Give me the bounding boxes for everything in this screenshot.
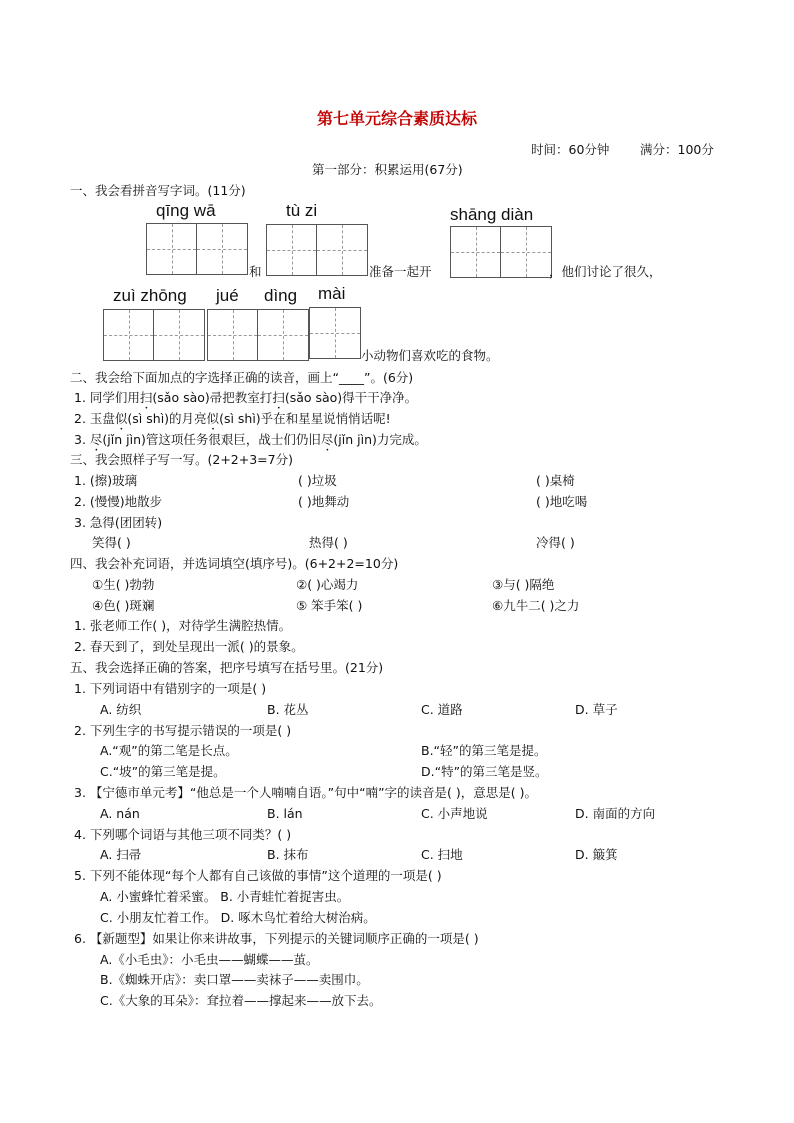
part-one-heading: 第一部分：积累运用(67分) [312,162,463,177]
mc-q1-option-c[interactable]: C. 道路 [421,702,463,717]
page-title: 第七单元综合素质达标 [316,109,477,128]
mc-question-3: 3. 【宁德市单元考】“他总是一个人喃喃自语。”句中“喃”字的读音是( )，意思是( )。 [74,785,538,800]
idiom-3[interactable]: ③与( )隔绝 [492,577,555,592]
s4-fill-2[interactable]: 2. 春天到了，到处呈现出一派( )的景象。 [74,639,304,654]
idiom-1[interactable]: ①生( )勃勃 [92,577,155,592]
s3-row4-blank-b[interactable]: 热得( ) [309,535,348,550]
section-3-heading: 三、我会照样子写一写。(2+2+3=7分) [70,452,293,467]
s3-row4-blank-c[interactable]: 冷得( ) [536,535,575,550]
dotted-char: 似 [206,411,220,426]
mc-q6-option-c[interactable]: C.《大象的耳朵》：耷拉着——撑起来——放下去。 [100,993,382,1008]
dotted-char: 尽 [320,432,334,447]
mc-q1-option-a[interactable]: A. 纺织 [100,702,142,717]
pinyin-ding: dìng [264,286,298,305]
dotted-char: 似 [114,411,128,426]
write-grid-jueding[interactable] [207,309,309,361]
s2-line-2: 2. 玉盘似(sì shì)的月亮似(sì shì)乎在和星星说悄悄话呢! [74,411,391,426]
mc-q6-option-b[interactable]: B.《蜘蛛开店》：卖口罩——卖袜子——卖围巾。 [100,972,369,987]
mc-q3-option-c[interactable]: C. 小声地说 [421,806,488,821]
pinyin-shangdian: shāng diàn [450,205,534,224]
dotted-char: 扫 [139,390,153,405]
mc-q2-option-b[interactable]: B.“轻”的第三笔是提。 [421,743,547,758]
time-limit: 时间：60分钟 [531,142,610,157]
pinyin-jue: jué [216,286,239,305]
s2-line-3: 3. 尽(jǐn jìn)管这项任务很艰巨，战士们仍旧尽(jǐn jìn)力完成。 [74,432,427,447]
s2-line-1: 1. 同学们用扫(sǎo sào)帚把教室打扫(sǎo sào)得干干净净。 [74,390,418,405]
mc-q1-option-d[interactable]: D. 草子 [575,702,618,717]
mc-q3-option-b[interactable]: B. lán [267,806,303,821]
s3-row1-blank-b[interactable]: ( )垃圾 [298,473,337,488]
text-tamen: ，他们讨论了很久， [549,264,662,279]
mc-question-1: 1. 下列词语中有错别字的一项是( ) [74,681,267,696]
write-grid-qingwa[interactable] [146,223,248,275]
pinyin-zuizhong: zuì zhōng [113,286,187,305]
section-2-heading: 二、我会给下面加点的字选择正确的读音，画上“____”。(6分) [70,370,414,385]
write-grid-shangdian[interactable] [450,226,552,278]
idiom-5[interactable]: ⑤ 笨手笨( ) [296,598,363,613]
pinyin-mai: mài [318,284,346,303]
idiom-4[interactable]: ④色( )斑斓 [92,598,155,613]
mc-question-4: 4. 下列哪个词语与其他三项不同类？( ) [74,827,292,842]
mc-q2-option-d[interactable]: D.“特”的第三笔是竖。 [421,764,548,779]
mc-q5-options-ab[interactable]: A. 小蜜蜂忙着采蜜。 B. 小青蛙忙着捉害虫。 [100,889,350,904]
write-grid-tuzi[interactable] [266,224,368,276]
mc-q2-option-a[interactable]: A.“观”的第二笔是长点。 [100,743,238,758]
text-xiaodongwu: 小动物们喜欢吃的食物。 [361,348,499,363]
section-4-heading: 四、我会补充词语，并选词填空(填序号)。(6+2+2=10分) [70,556,399,571]
mc-question-6: 6. 【新题型】如果让你来讲故事，下列提示的关键词顺序正确的一项是( ) [74,931,479,946]
s3-row2-example: 2. (慢慢)地散步 [74,494,163,509]
mc-q3-option-d[interactable]: D. 南面的方向 [575,806,656,821]
s3-row4-blank-a[interactable]: 笑得( ) [92,535,131,550]
section-5-heading: 五、我会选择正确的答案，把序号填写在括号里。(21分) [70,660,384,675]
idiom-6[interactable]: ⑥九牛二( )之力 [492,598,580,613]
mc-q3-option-a[interactable]: A. nán [100,806,140,821]
write-grid-mai[interactable] [309,307,361,359]
pinyin-tuzi: tù zi [286,201,318,220]
mc-q4-option-b[interactable]: B. 抹布 [267,847,309,862]
mc-q6-option-a[interactable]: A.《小毛虫》：小毛虫——蝴蝶——茧。 [100,952,319,967]
s3-row3-example: 3. 急得(团团转) [74,515,163,530]
s3-row1-blank-c[interactable]: ( )桌椅 [536,473,575,488]
mc-q4-option-c[interactable]: C. 扫地 [421,847,463,862]
text-zhunbei: 准备一起开 [369,264,432,279]
s3-row1-example: 1. (擦)玻璃 [74,473,138,488]
mc-q2-option-c[interactable]: C.“坡”的第三笔是提。 [100,764,226,779]
pinyin-qingwa: qīng wā [156,201,216,220]
mc-question-5: 5. 下列不能体现“每个人都有自己该做的事情”这个道理的一项是( ) [74,868,442,883]
s4-fill-1[interactable]: 1. 张老师工作( )，对待学生满腔热情。 [74,618,292,633]
write-grid-zuizhong[interactable] [103,309,205,361]
mc-q1-option-b[interactable]: B. 花丛 [267,702,309,717]
mc-q4-option-a[interactable]: A. 扫帚 [100,847,142,862]
mc-question-2: 2. 下列生字的书写提示错误的一项是( ) [74,723,292,738]
mc-q4-option-d[interactable]: D. 簸箕 [575,847,618,862]
dotted-char: 扫 [272,390,285,405]
section-1-heading: 一、我会看拼音写字词。(11分) [70,183,246,198]
full-score: 满分：100分 [640,142,714,157]
text-he: 和 [249,264,262,279]
s3-row2-blank-c[interactable]: ( )地吃喝 [536,494,588,509]
idiom-2[interactable]: ②( )心竭力 [296,577,359,592]
dotted-char: 尽 [89,432,103,447]
s3-row2-blank-b[interactable]: ( )地舞动 [298,494,350,509]
mc-q5-options-cd[interactable]: C. 小朋友忙着工作。 D. 啄木鸟忙着给大树治病。 [100,910,376,925]
